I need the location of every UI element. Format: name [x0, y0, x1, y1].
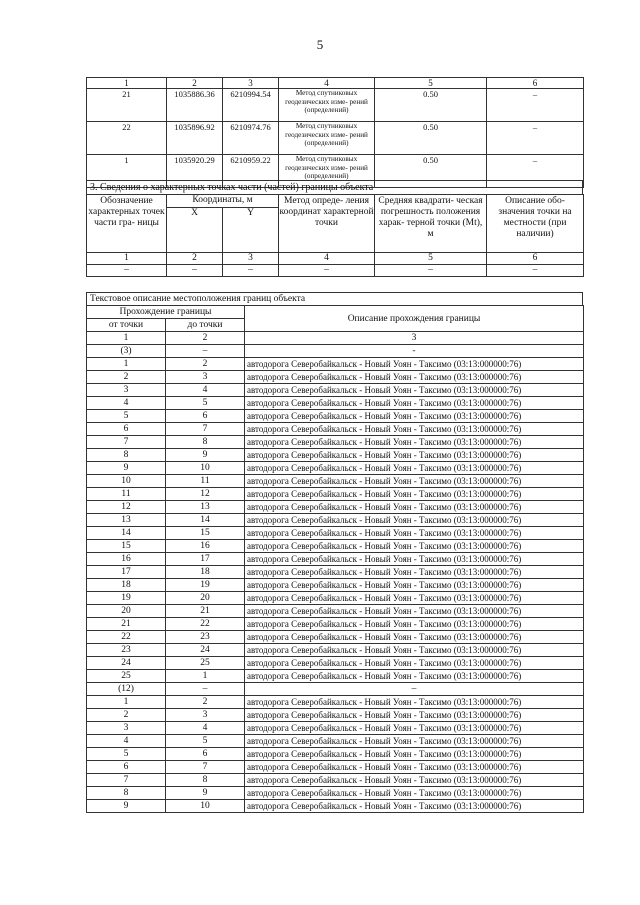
x-header: X: [167, 208, 223, 253]
to-point-cell: 6: [166, 410, 245, 423]
table-row: [87, 735, 584, 748]
description-header: Описание прохождения границы: [245, 306, 584, 332]
table-row: [87, 683, 584, 696]
boundary-description-cell: автодорога Северобайкальск - Новый Уоян - Таксимо (03:13:000000:76): [245, 514, 584, 527]
from-point-cell: 21: [87, 618, 166, 631]
to-point-cell: –: [166, 345, 245, 358]
accuracy-cell: 0.50: [375, 155, 487, 188]
from-point-cell: 4: [87, 397, 166, 410]
from-point-cell: 1: [87, 358, 166, 371]
table-row: [87, 449, 584, 462]
boundary-description-cell: автодорога Северобайкальск - Новый Уоян - Таксимо (03:13:000000:76): [245, 787, 584, 800]
method-cell: Метод спутниковых геодезических изме- рений (определений): [279, 122, 375, 155]
table-row: [87, 540, 584, 553]
to-point-cell: 16: [166, 540, 245, 553]
boundary-description-cell: автодорога Северобайкальск - Новый Уоян - Таксимо (03:13:000000:76): [245, 696, 584, 709]
boundary-description-cell: автодорога Северобайкальск - Новый Уоян - Таксимо (03:13:000000:76): [245, 735, 584, 748]
boundary-description-cell: автодорога Северобайкальск - Новый Уоян - Таксимо (03:13:000000:76): [245, 436, 584, 449]
y-coordinate-cell: 6210959.22: [223, 155, 279, 188]
boundary-description-cell: автодорога Северобайкальск - Новый Уоян - Таксимо (03:13:000000:76): [245, 384, 584, 397]
accuracy-cell: 0.50: [375, 89, 487, 122]
table-row: [87, 553, 584, 566]
table-row: [87, 800, 584, 813]
boundary-description-cell: автодорога Северобайкальск - Новый Уоян - Таксимо (03:13:000000:76): [245, 423, 584, 436]
from-point-cell: 1: [87, 696, 166, 709]
empty-cell: –: [279, 265, 375, 277]
to-header: до точки: [166, 319, 245, 332]
col-number: 3: [245, 332, 584, 345]
to-point-cell: 24: [166, 644, 245, 657]
text-description-title: Текстовое описание местоположения границ объекта: [86, 292, 583, 305]
from-point-cell: (3): [87, 345, 166, 358]
table-row: [87, 410, 584, 423]
to-point-cell: 7: [166, 761, 245, 774]
to-point-cell: 3: [166, 709, 245, 722]
to-point-cell: 17: [166, 553, 245, 566]
x-coordinate-cell: 1035896.92: [167, 122, 223, 155]
table-row: [87, 527, 584, 540]
to-point-cell: 20: [166, 592, 245, 605]
boundary-description-cell: автодорога Северобайкальск - Новый Уоян - Таксимо (03:13:000000:76): [245, 605, 584, 618]
col-number: 3: [223, 78, 279, 89]
boundary-number-row: [87, 332, 584, 345]
from-point-cell: 19: [87, 592, 166, 605]
col-number: 6: [487, 253, 584, 265]
section-3-title: 3. Сведения о характерных точках части (частей) границы объекта: [86, 180, 583, 194]
from-point-cell: (12): [87, 683, 166, 696]
table-row: [87, 345, 584, 358]
boundary-description-cell: -: [245, 345, 584, 358]
table-row: [87, 696, 584, 709]
boundary-description-cell: автодорога Северобайкальск - Новый Уоян - Таксимо (03:13:000000:76): [245, 566, 584, 579]
table-row: [87, 514, 584, 527]
boundary-description-cell: автодорога Северобайкальск - Новый Уоян - Таксимо (03:13:000000:76): [245, 553, 584, 566]
to-point-cell: 21: [166, 605, 245, 618]
from-point-cell: 4: [87, 735, 166, 748]
to-point-cell: 11: [166, 475, 245, 488]
to-point-cell: 12: [166, 488, 245, 501]
accuracy-cell: 0.50: [375, 122, 487, 155]
table-row: [87, 618, 584, 631]
description-header: Описание обо- значения точки на местности (при наличии): [487, 195, 584, 253]
coordinates-header: Координаты, м: [167, 195, 279, 208]
part-points-empty-row: [87, 265, 584, 277]
col-number: 2: [167, 253, 223, 265]
table-row: [87, 787, 584, 800]
table-row: [87, 371, 584, 384]
boundary-description-cell: автодорога Северобайкальск - Новый Уоян - Таксимо (03:13:000000:76): [245, 644, 584, 657]
method-cell: Метод спутниковых геодезических изме- рений (определений): [279, 155, 375, 188]
to-point-cell: 6: [166, 748, 245, 761]
empty-cell: –: [223, 265, 279, 277]
boundary-description-cell: автодорога Северобайкальск - Новый Уоян - Таксимо (03:13:000000:76): [245, 358, 584, 371]
boundary-description-cell: автодорога Северобайкальск - Новый Уоян - Таксимо (03:13:000000:76): [245, 657, 584, 670]
col-number: 2: [167, 78, 223, 89]
table-row: [87, 384, 584, 397]
col-number: 1: [87, 332, 166, 345]
note-cell: –: [487, 155, 584, 188]
y-coordinate-cell: 6210994.54: [223, 89, 279, 122]
from-point-cell: 9: [87, 462, 166, 475]
from-point-cell: 3: [87, 722, 166, 735]
table-row: [87, 709, 584, 722]
table-row: [87, 657, 584, 670]
from-point-cell: 22: [87, 631, 166, 644]
col-number: 1: [87, 78, 167, 89]
from-point-cell: 2: [87, 371, 166, 384]
table-row: [87, 423, 584, 436]
to-point-cell: 8: [166, 774, 245, 787]
to-point-cell: 14: [166, 514, 245, 527]
from-point-cell: 9: [87, 800, 166, 813]
empty-cell: –: [87, 265, 167, 277]
boundary-description-cell: автодорога Северобайкальск - Новый Уоян - Таксимо (03:13:000000:76): [245, 579, 584, 592]
boundary-description-cell: автодорога Северобайкальск - Новый Уоян - Таксимо (03:13:000000:76): [245, 748, 584, 761]
table-row: [87, 475, 584, 488]
boundary-description-cell: автодорога Северобайкальск - Новый Уоян - Таксимо (03:13:000000:76): [245, 371, 584, 384]
boundary-description-cell: автодорога Северобайкальск - Новый Уоян - Таксимо (03:13:000000:76): [245, 501, 584, 514]
boundary-description-cell: автодорога Северобайкальск - Новый Уоян - Таксимо (03:13:000000:76): [245, 475, 584, 488]
y-coordinate-cell: 6210974.76: [223, 122, 279, 155]
from-point-cell: 7: [87, 774, 166, 787]
col-number: 4: [279, 253, 375, 265]
accuracy-header: Средняя квадрати- ческая погрешность положения харак- терной точки (Mt), м: [375, 195, 487, 253]
boundary-description-cell: автодорога Северобайкальск - Новый Уоян - Таксимо (03:13:000000:76): [245, 410, 584, 423]
passage-header: Прохождение границы: [87, 306, 245, 319]
boundary-description-cell: автодорога Северобайкальск - Новый Уоян - Таксимо (03:13:000000:76): [245, 800, 584, 813]
table-row: [87, 774, 584, 787]
col-number: 6: [487, 78, 584, 89]
table-row: [87, 462, 584, 475]
method-header: Метод опреде- ления координат характерной точки: [279, 195, 375, 253]
to-point-cell: 5: [166, 735, 245, 748]
note-cell: –: [487, 89, 584, 122]
to-point-cell: 2: [166, 696, 245, 709]
col-number: 5: [375, 253, 487, 265]
part-points-header-row: [87, 195, 584, 208]
from-point-cell: 7: [87, 436, 166, 449]
from-point-cell: 5: [87, 410, 166, 423]
col-number: 3: [223, 253, 279, 265]
table-row: [87, 397, 584, 410]
boundary-description-cell: автодорога Северобайкальск - Новый Уоян - Таксимо (03:13:000000:76): [245, 722, 584, 735]
boundary-description-cell: автодорога Северобайкальск - Новый Уоян - Таксимо (03:13:000000:76): [245, 527, 584, 540]
to-point-cell: 19: [166, 579, 245, 592]
to-point-cell: 15: [166, 527, 245, 540]
from-point-cell: 2: [87, 709, 166, 722]
empty-cell: –: [167, 265, 223, 277]
to-point-cell: –: [166, 683, 245, 696]
to-point-cell: 22: [166, 618, 245, 631]
from-point-cell: 8: [87, 449, 166, 462]
from-point-cell: 12: [87, 501, 166, 514]
from-point-cell: 8: [87, 787, 166, 800]
boundary-header-row: [87, 306, 584, 319]
table-row: [87, 89, 584, 122]
table-row: [87, 592, 584, 605]
from-point-cell: 24: [87, 657, 166, 670]
boundary-description-cell: автодорога Северобайкальск - Новый Уоян - Таксимо (03:13:000000:76): [245, 618, 584, 631]
col-number: 4: [279, 78, 375, 89]
table-row: [87, 722, 584, 735]
empty-cell: –: [375, 265, 487, 277]
boundary-description-cell: автодорога Северобайкальск - Новый Уоян - Таксимо (03:13:000000:76): [245, 592, 584, 605]
to-point-cell: 13: [166, 501, 245, 514]
boundary-description-cell: автодорога Северобайкальск - Новый Уоян - Таксимо (03:13:000000:76): [245, 540, 584, 553]
point-id-cell: 1: [87, 155, 167, 188]
boundary-description-cell: автодорога Северобайкальск - Новый Уоян - Таксимо (03:13:000000:76): [245, 462, 584, 475]
part-points-table: [86, 194, 584, 277]
from-point-cell: 6: [87, 423, 166, 436]
from-point-cell: 17: [87, 566, 166, 579]
point-id-cell: 22: [87, 122, 167, 155]
boundary-description-cell: автодорога Северобайкальск - Новый Уоян - Таксимо (03:13:000000:76): [245, 761, 584, 774]
from-point-cell: 15: [87, 540, 166, 553]
boundary-description-cell: автодорога Северобайкальск - Новый Уоян - Таксимо (03:13:000000:76): [245, 631, 584, 644]
to-point-cell: 9: [166, 449, 245, 462]
table-row: [87, 644, 584, 657]
to-point-cell: 10: [166, 800, 245, 813]
page-number: 5: [316, 37, 324, 52]
to-point-cell: 5: [166, 397, 245, 410]
to-point-cell: 18: [166, 566, 245, 579]
boundary-description-cell: автодорога Северобайкальск - Новый Уоян - Таксимо (03:13:000000:76): [245, 397, 584, 410]
from-point-cell: 16: [87, 553, 166, 566]
from-point-cell: 3: [87, 384, 166, 397]
from-point-cell: 5: [87, 748, 166, 761]
to-point-cell: 4: [166, 722, 245, 735]
boundary-description-cell: автодорога Северобайкальск - Новый Уоян - Таксимо (03:13:000000:76): [245, 774, 584, 787]
x-coordinate-cell: 1035920.29: [167, 155, 223, 188]
boundary-description-cell: –: [245, 683, 584, 696]
table-row: [87, 605, 584, 618]
boundary-description-table: [86, 305, 584, 813]
boundary-description-cell: автодорога Северобайкальск - Новый Уоян - Таксимо (03:13:000000:76): [245, 670, 584, 683]
table-row: [87, 358, 584, 371]
boundary-description-cell: автодорога Северобайкальск - Новый Уоян - Таксимо (03:13:000000:76): [245, 709, 584, 722]
to-point-cell: 25: [166, 657, 245, 670]
to-point-cell: 7: [166, 423, 245, 436]
from-header: от точки: [87, 319, 166, 332]
from-point-cell: 6: [87, 761, 166, 774]
table-row: [87, 579, 584, 592]
from-point-cell: 10: [87, 475, 166, 488]
to-point-cell: 9: [166, 787, 245, 800]
table-row: [87, 631, 584, 644]
method-cell: Метод спутниковых геодезических изме- рений (определений): [279, 89, 375, 122]
table-row: [87, 761, 584, 774]
coordinates-table-header: [87, 78, 584, 89]
from-point-cell: 11: [87, 488, 166, 501]
to-point-cell: 2: [166, 358, 245, 371]
from-point-cell: 23: [87, 644, 166, 657]
table-row: [87, 501, 584, 514]
to-point-cell: 8: [166, 436, 245, 449]
to-point-cell: 3: [166, 371, 245, 384]
table-row: [87, 488, 584, 501]
table-row: [87, 122, 584, 155]
from-point-cell: 18: [87, 579, 166, 592]
point-id-cell: 21: [87, 89, 167, 122]
coordinates-table-body: [87, 78, 584, 188]
table-row: [87, 670, 584, 683]
col-number: 5: [375, 78, 487, 89]
empty-cell: –: [487, 265, 584, 277]
y-header: Y: [223, 208, 279, 253]
designation-header: Обозначение характерных точек части гра- ницы: [87, 195, 167, 253]
boundary-description-cell: автодорога Северобайкальск - Новый Уоян - Таксимо (03:13:000000:76): [245, 449, 584, 462]
boundary-description-body: [87, 306, 584, 813]
to-point-cell: 1: [166, 670, 245, 683]
from-point-cell: 13: [87, 514, 166, 527]
table-row: [87, 748, 584, 761]
part-points-number-row: [87, 253, 584, 265]
coordinates-table: [86, 77, 584, 188]
from-point-cell: 14: [87, 527, 166, 540]
from-point-cell: 25: [87, 670, 166, 683]
note-cell: –: [487, 122, 584, 155]
x-coordinate-cell: 1035886.36: [167, 89, 223, 122]
boundary-description-cell: автодорога Северобайкальск - Новый Уоян - Таксимо (03:13:000000:76): [245, 488, 584, 501]
to-point-cell: 23: [166, 631, 245, 644]
to-point-cell: 4: [166, 384, 245, 397]
col-number: 1: [87, 253, 167, 265]
col-number: 2: [166, 332, 245, 345]
from-point-cell: 20: [87, 605, 166, 618]
table-row: [87, 566, 584, 579]
table-row: [87, 436, 584, 449]
to-point-cell: 10: [166, 462, 245, 475]
